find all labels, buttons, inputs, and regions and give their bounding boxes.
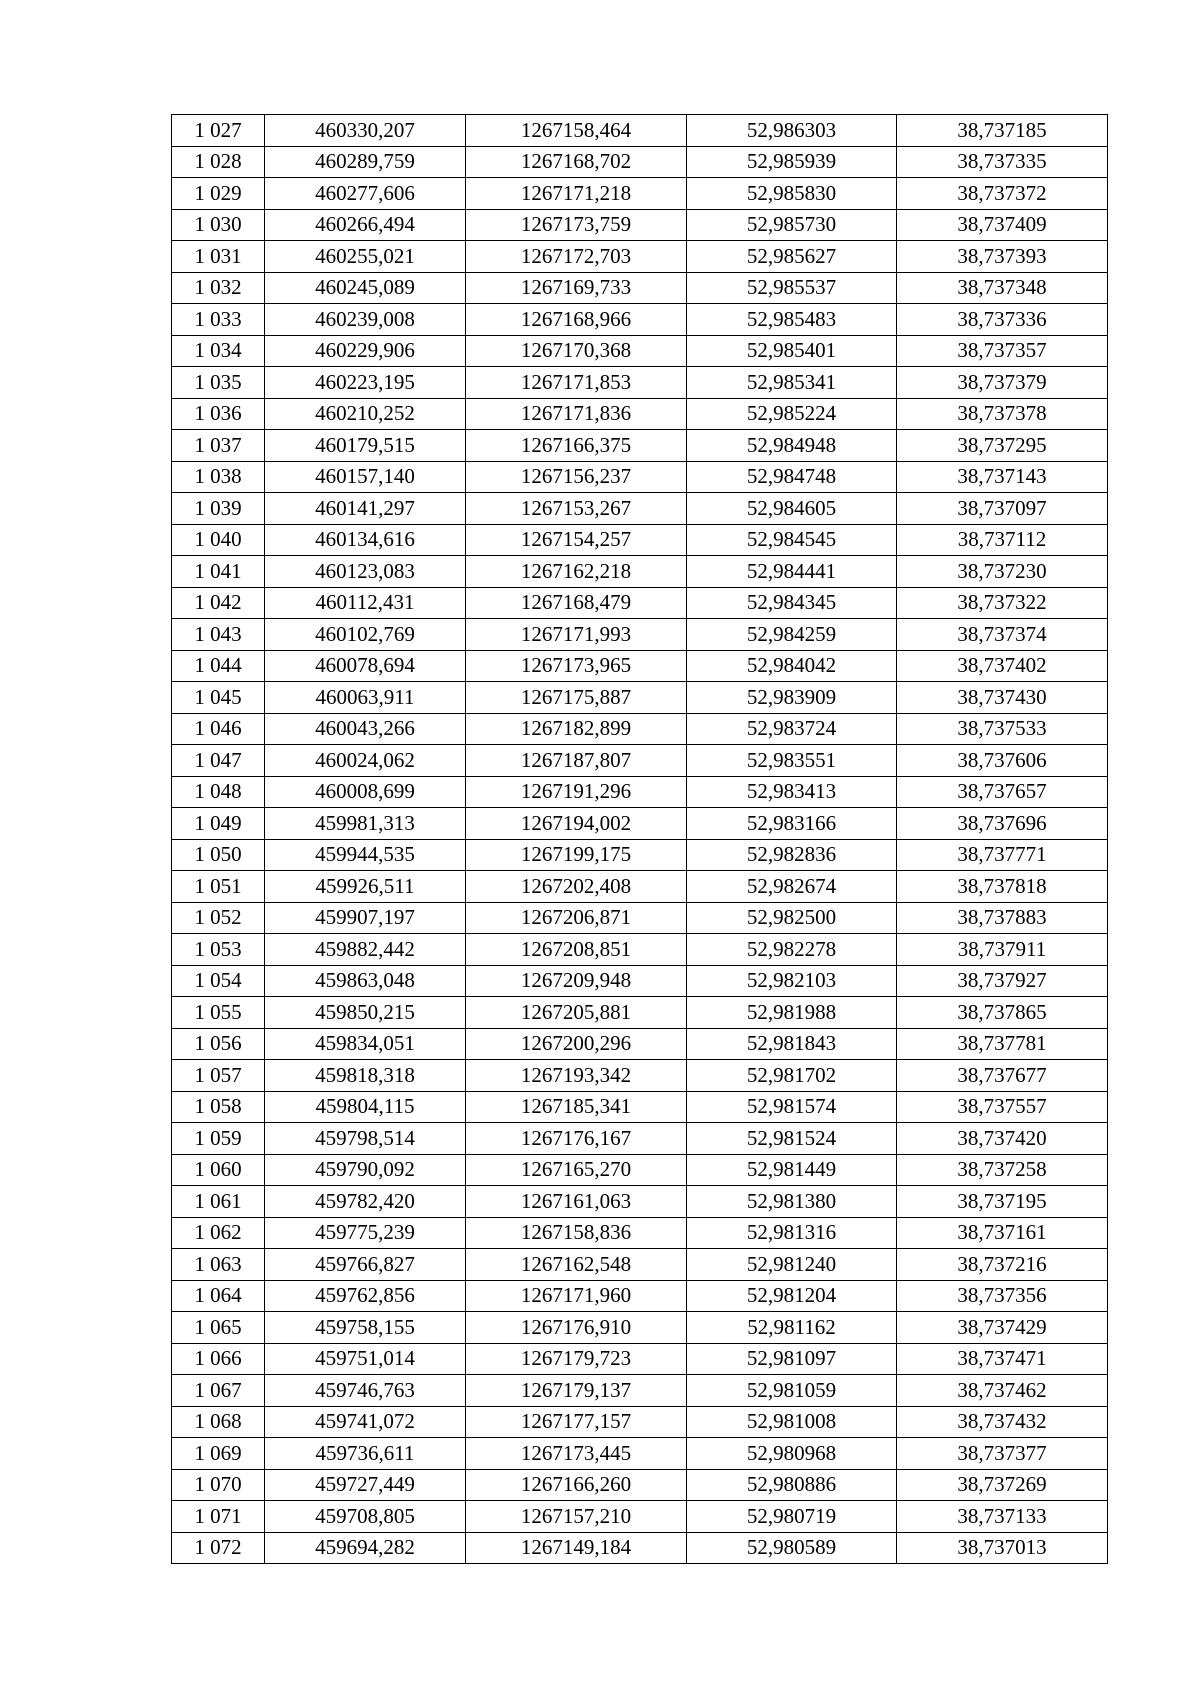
table-row	[172, 745, 1108, 777]
latitude-cell: 52,981162	[687, 1312, 897, 1344]
point-number-cell: 1 047	[172, 745, 265, 777]
latitude-cell: 52,984948	[687, 430, 897, 462]
longitude-cell: 38,737230	[897, 556, 1108, 588]
x-coordinate-cell: 460102,769	[265, 619, 466, 651]
y-coordinate-cell: 1267158,464	[466, 115, 687, 147]
point-number-cell: 1 059	[172, 1123, 265, 1155]
point-number-cell: 1 049	[172, 808, 265, 840]
latitude-cell: 52,984605	[687, 493, 897, 525]
x-coordinate-cell: 460266,494	[265, 209, 466, 241]
longitude-cell: 38,737269	[897, 1469, 1108, 1501]
latitude-cell: 52,985341	[687, 367, 897, 399]
latitude-cell: 52,981988	[687, 997, 897, 1029]
x-coordinate-cell: 459741,072	[265, 1406, 466, 1438]
table-row	[172, 713, 1108, 745]
x-coordinate-cell: 460330,207	[265, 115, 466, 147]
table-row	[172, 1091, 1108, 1123]
point-number-cell: 1 071	[172, 1501, 265, 1533]
point-number-cell: 1 042	[172, 587, 265, 619]
latitude-cell: 52,985730	[687, 209, 897, 241]
latitude-cell: 52,980886	[687, 1469, 897, 1501]
longitude-cell: 38,737335	[897, 146, 1108, 178]
point-number-cell: 1 053	[172, 934, 265, 966]
latitude-cell: 52,980589	[687, 1532, 897, 1564]
x-coordinate-cell: 460239,008	[265, 304, 466, 336]
point-number-cell: 1 041	[172, 556, 265, 588]
x-coordinate-cell: 459863,048	[265, 965, 466, 997]
longitude-cell: 38,737013	[897, 1532, 1108, 1564]
x-coordinate-cell: 460063,911	[265, 682, 466, 714]
longitude-cell: 38,737195	[897, 1186, 1108, 1218]
point-number-cell: 1 060	[172, 1154, 265, 1186]
latitude-cell: 52,985939	[687, 146, 897, 178]
y-coordinate-cell: 1267169,733	[466, 272, 687, 304]
x-coordinate-cell: 459790,092	[265, 1154, 466, 1186]
point-number-cell: 1 070	[172, 1469, 265, 1501]
longitude-cell: 38,737818	[897, 871, 1108, 903]
point-number-cell: 1 056	[172, 1028, 265, 1060]
y-coordinate-cell: 1267171,836	[466, 398, 687, 430]
y-coordinate-cell: 1267156,237	[466, 461, 687, 493]
x-coordinate-cell: 460289,759	[265, 146, 466, 178]
longitude-cell: 38,737374	[897, 619, 1108, 651]
point-number-cell: 1 067	[172, 1375, 265, 1407]
point-number-cell: 1 063	[172, 1249, 265, 1281]
table-row	[172, 367, 1108, 399]
latitude-cell: 52,980968	[687, 1438, 897, 1470]
longitude-cell: 38,737557	[897, 1091, 1108, 1123]
latitude-cell: 52,982836	[687, 839, 897, 871]
y-coordinate-cell: 1267168,479	[466, 587, 687, 619]
point-number-cell: 1 050	[172, 839, 265, 871]
longitude-cell: 38,737927	[897, 965, 1108, 997]
table-row	[172, 650, 1108, 682]
point-number-cell: 1 048	[172, 776, 265, 808]
latitude-cell: 52,984259	[687, 619, 897, 651]
latitude-cell: 52,981097	[687, 1343, 897, 1375]
longitude-cell: 38,737258	[897, 1154, 1108, 1186]
latitude-cell: 52,981574	[687, 1091, 897, 1123]
x-coordinate-cell: 459804,115	[265, 1091, 466, 1123]
x-coordinate-cell: 459926,511	[265, 871, 466, 903]
table-row	[172, 1469, 1108, 1501]
table-row	[172, 335, 1108, 367]
y-coordinate-cell: 1267199,175	[466, 839, 687, 871]
x-coordinate-cell: 459727,449	[265, 1469, 466, 1501]
latitude-cell: 52,982103	[687, 965, 897, 997]
point-number-cell: 1 057	[172, 1060, 265, 1092]
longitude-cell: 38,737143	[897, 461, 1108, 493]
latitude-cell: 52,986303	[687, 115, 897, 147]
latitude-cell: 52,981380	[687, 1186, 897, 1218]
latitude-cell: 52,985830	[687, 178, 897, 210]
x-coordinate-cell: 460024,062	[265, 745, 466, 777]
latitude-cell: 52,985224	[687, 398, 897, 430]
table-row	[172, 1217, 1108, 1249]
longitude-cell: 38,737161	[897, 1217, 1108, 1249]
point-number-cell: 1 066	[172, 1343, 265, 1375]
table-row	[172, 1406, 1108, 1438]
longitude-cell: 38,737372	[897, 178, 1108, 210]
y-coordinate-cell: 1267161,063	[466, 1186, 687, 1218]
table-row	[172, 556, 1108, 588]
x-coordinate-cell: 460210,252	[265, 398, 466, 430]
y-coordinate-cell: 1267168,966	[466, 304, 687, 336]
longitude-cell: 38,737097	[897, 493, 1108, 525]
x-coordinate-cell: 460277,606	[265, 178, 466, 210]
point-number-cell: 1 040	[172, 524, 265, 556]
longitude-cell: 38,737429	[897, 1312, 1108, 1344]
y-coordinate-cell: 1267206,871	[466, 902, 687, 934]
table-row	[172, 1154, 1108, 1186]
y-coordinate-cell: 1267166,260	[466, 1469, 687, 1501]
table-row	[172, 587, 1108, 619]
point-number-cell: 1 045	[172, 682, 265, 714]
latitude-cell: 52,985483	[687, 304, 897, 336]
latitude-cell: 52,982278	[687, 934, 897, 966]
x-coordinate-cell: 459981,313	[265, 808, 466, 840]
x-coordinate-cell: 459758,155	[265, 1312, 466, 1344]
latitude-cell: 52,985627	[687, 241, 897, 273]
table-row	[172, 902, 1108, 934]
y-coordinate-cell: 1267162,548	[466, 1249, 687, 1281]
y-coordinate-cell: 1267173,759	[466, 209, 687, 241]
table-row	[172, 1123, 1108, 1155]
y-coordinate-cell: 1267194,002	[466, 808, 687, 840]
longitude-cell: 38,737781	[897, 1028, 1108, 1060]
longitude-cell: 38,737883	[897, 902, 1108, 934]
table-row	[172, 808, 1108, 840]
longitude-cell: 38,737295	[897, 430, 1108, 462]
table-row	[172, 1028, 1108, 1060]
table-row	[172, 1438, 1108, 1470]
x-coordinate-cell: 460008,699	[265, 776, 466, 808]
longitude-cell: 38,737771	[897, 839, 1108, 871]
x-coordinate-cell: 460043,266	[265, 713, 466, 745]
y-coordinate-cell: 1267187,807	[466, 745, 687, 777]
table-row	[172, 682, 1108, 714]
y-coordinate-cell: 1267176,167	[466, 1123, 687, 1155]
table-row	[172, 146, 1108, 178]
x-coordinate-cell: 459751,014	[265, 1343, 466, 1375]
point-number-cell: 1 069	[172, 1438, 265, 1470]
latitude-cell: 52,981204	[687, 1280, 897, 1312]
longitude-cell: 38,737696	[897, 808, 1108, 840]
point-number-cell: 1 043	[172, 619, 265, 651]
latitude-cell: 52,981702	[687, 1060, 897, 1092]
x-coordinate-cell: 460223,195	[265, 367, 466, 399]
y-coordinate-cell: 1267154,257	[466, 524, 687, 556]
latitude-cell: 52,981524	[687, 1123, 897, 1155]
latitude-cell: 52,983909	[687, 682, 897, 714]
table-row	[172, 430, 1108, 462]
longitude-cell: 38,737357	[897, 335, 1108, 367]
longitude-cell: 38,737677	[897, 1060, 1108, 1092]
coordinates-table-body	[172, 115, 1108, 1564]
point-number-cell: 1 052	[172, 902, 265, 934]
point-number-cell: 1 037	[172, 430, 265, 462]
longitude-cell: 38,737430	[897, 682, 1108, 714]
point-number-cell: 1 035	[172, 367, 265, 399]
latitude-cell: 52,984441	[687, 556, 897, 588]
longitude-cell: 38,737185	[897, 115, 1108, 147]
x-coordinate-cell: 460078,694	[265, 650, 466, 682]
x-coordinate-cell: 459782,420	[265, 1186, 466, 1218]
point-number-cell: 1 068	[172, 1406, 265, 1438]
table-row	[172, 1280, 1108, 1312]
latitude-cell: 52,983413	[687, 776, 897, 808]
coordinates-table	[171, 114, 1108, 1564]
longitude-cell: 38,737379	[897, 367, 1108, 399]
longitude-cell: 38,737657	[897, 776, 1108, 808]
x-coordinate-cell: 459944,535	[265, 839, 466, 871]
table-row	[172, 1532, 1108, 1564]
x-coordinate-cell: 460141,297	[265, 493, 466, 525]
y-coordinate-cell: 1267162,218	[466, 556, 687, 588]
point-number-cell: 1 054	[172, 965, 265, 997]
point-number-cell: 1 038	[172, 461, 265, 493]
point-number-cell: 1 058	[172, 1091, 265, 1123]
point-number-cell: 1 055	[172, 997, 265, 1029]
table-row	[172, 304, 1108, 336]
longitude-cell: 38,737336	[897, 304, 1108, 336]
x-coordinate-cell: 460179,515	[265, 430, 466, 462]
x-coordinate-cell: 459834,051	[265, 1028, 466, 1060]
longitude-cell: 38,737393	[897, 241, 1108, 273]
y-coordinate-cell: 1267202,408	[466, 871, 687, 903]
latitude-cell: 52,981008	[687, 1406, 897, 1438]
table-row	[172, 1343, 1108, 1375]
y-coordinate-cell: 1267171,218	[466, 178, 687, 210]
y-coordinate-cell: 1267166,375	[466, 430, 687, 462]
longitude-cell: 38,737911	[897, 934, 1108, 966]
latitude-cell: 52,981316	[687, 1217, 897, 1249]
x-coordinate-cell: 460123,083	[265, 556, 466, 588]
y-coordinate-cell: 1267208,851	[466, 934, 687, 966]
longitude-cell: 38,737378	[897, 398, 1108, 430]
y-coordinate-cell: 1267157,210	[466, 1501, 687, 1533]
y-coordinate-cell: 1267173,965	[466, 650, 687, 682]
y-coordinate-cell: 1267171,960	[466, 1280, 687, 1312]
x-coordinate-cell: 459694,282	[265, 1532, 466, 1564]
latitude-cell: 52,981449	[687, 1154, 897, 1186]
table-row	[172, 776, 1108, 808]
point-number-cell: 1 029	[172, 178, 265, 210]
x-coordinate-cell: 460157,140	[265, 461, 466, 493]
x-coordinate-cell: 459850,215	[265, 997, 466, 1029]
point-number-cell: 1 044	[172, 650, 265, 682]
y-coordinate-cell: 1267182,899	[466, 713, 687, 745]
table-row	[172, 524, 1108, 556]
y-coordinate-cell: 1267185,341	[466, 1091, 687, 1123]
point-number-cell: 1 051	[172, 871, 265, 903]
latitude-cell: 52,981843	[687, 1028, 897, 1060]
table-row	[172, 871, 1108, 903]
y-coordinate-cell: 1267177,157	[466, 1406, 687, 1438]
x-coordinate-cell: 459708,805	[265, 1501, 466, 1533]
table-row	[172, 178, 1108, 210]
longitude-cell: 38,737216	[897, 1249, 1108, 1281]
y-coordinate-cell: 1267171,853	[466, 367, 687, 399]
longitude-cell: 38,737420	[897, 1123, 1108, 1155]
latitude-cell: 52,980719	[687, 1501, 897, 1533]
y-coordinate-cell: 1267205,881	[466, 997, 687, 1029]
longitude-cell: 38,737348	[897, 272, 1108, 304]
longitude-cell: 38,737462	[897, 1375, 1108, 1407]
longitude-cell: 38,737112	[897, 524, 1108, 556]
point-number-cell: 1 039	[172, 493, 265, 525]
x-coordinate-cell: 460229,906	[265, 335, 466, 367]
table-row	[172, 997, 1108, 1029]
x-coordinate-cell: 459775,239	[265, 1217, 466, 1249]
x-coordinate-cell: 459818,318	[265, 1060, 466, 1092]
table-row	[172, 1186, 1108, 1218]
x-coordinate-cell: 459746,763	[265, 1375, 466, 1407]
point-number-cell: 1 062	[172, 1217, 265, 1249]
point-number-cell: 1 032	[172, 272, 265, 304]
latitude-cell: 52,984748	[687, 461, 897, 493]
table-row	[172, 1249, 1108, 1281]
latitude-cell: 52,984345	[687, 587, 897, 619]
longitude-cell: 38,737377	[897, 1438, 1108, 1470]
y-coordinate-cell: 1267176,910	[466, 1312, 687, 1344]
x-coordinate-cell: 460112,431	[265, 587, 466, 619]
y-coordinate-cell: 1267175,887	[466, 682, 687, 714]
table-row	[172, 241, 1108, 273]
x-coordinate-cell: 459736,611	[265, 1438, 466, 1470]
x-coordinate-cell: 460245,089	[265, 272, 466, 304]
point-number-cell: 1 031	[172, 241, 265, 273]
x-coordinate-cell: 460134,616	[265, 524, 466, 556]
point-number-cell: 1 036	[172, 398, 265, 430]
x-coordinate-cell: 459766,827	[265, 1249, 466, 1281]
longitude-cell: 38,737409	[897, 209, 1108, 241]
y-coordinate-cell: 1267173,445	[466, 1438, 687, 1470]
longitude-cell: 38,737432	[897, 1406, 1108, 1438]
longitude-cell: 38,737356	[897, 1280, 1108, 1312]
y-coordinate-cell: 1267191,296	[466, 776, 687, 808]
point-number-cell: 1 030	[172, 209, 265, 241]
longitude-cell: 38,737471	[897, 1343, 1108, 1375]
y-coordinate-cell: 1267168,702	[466, 146, 687, 178]
x-coordinate-cell: 460255,021	[265, 241, 466, 273]
table-row	[172, 115, 1108, 147]
point-number-cell: 1 033	[172, 304, 265, 336]
table-row	[172, 619, 1108, 651]
y-coordinate-cell: 1267179,723	[466, 1343, 687, 1375]
y-coordinate-cell: 1267153,267	[466, 493, 687, 525]
y-coordinate-cell: 1267179,137	[466, 1375, 687, 1407]
latitude-cell: 52,985401	[687, 335, 897, 367]
table-row	[172, 493, 1108, 525]
table-row	[172, 209, 1108, 241]
x-coordinate-cell: 459762,856	[265, 1280, 466, 1312]
latitude-cell: 52,982674	[687, 871, 897, 903]
table-row	[172, 461, 1108, 493]
y-coordinate-cell: 1267171,993	[466, 619, 687, 651]
point-number-cell: 1 034	[172, 335, 265, 367]
table-row	[172, 1501, 1108, 1533]
latitude-cell: 52,983724	[687, 713, 897, 745]
y-coordinate-cell: 1267172,703	[466, 241, 687, 273]
x-coordinate-cell: 459882,442	[265, 934, 466, 966]
longitude-cell: 38,737606	[897, 745, 1108, 777]
longitude-cell: 38,737402	[897, 650, 1108, 682]
x-coordinate-cell: 459798,514	[265, 1123, 466, 1155]
latitude-cell: 52,984042	[687, 650, 897, 682]
latitude-cell: 52,982500	[687, 902, 897, 934]
point-number-cell: 1 046	[172, 713, 265, 745]
x-coordinate-cell: 459907,197	[265, 902, 466, 934]
table-row	[172, 1312, 1108, 1344]
latitude-cell: 52,983551	[687, 745, 897, 777]
y-coordinate-cell: 1267209,948	[466, 965, 687, 997]
table-row	[172, 1060, 1108, 1092]
y-coordinate-cell: 1267170,368	[466, 335, 687, 367]
longitude-cell: 38,737322	[897, 587, 1108, 619]
table-row	[172, 1375, 1108, 1407]
table-row	[172, 398, 1108, 430]
point-number-cell: 1 061	[172, 1186, 265, 1218]
table-row	[172, 839, 1108, 871]
longitude-cell: 38,737133	[897, 1501, 1108, 1533]
table-row	[172, 965, 1108, 997]
latitude-cell: 52,981240	[687, 1249, 897, 1281]
latitude-cell: 52,981059	[687, 1375, 897, 1407]
latitude-cell: 52,983166	[687, 808, 897, 840]
point-number-cell: 1 027	[172, 115, 265, 147]
point-number-cell: 1 065	[172, 1312, 265, 1344]
y-coordinate-cell: 1267193,342	[466, 1060, 687, 1092]
longitude-cell: 38,737865	[897, 997, 1108, 1029]
y-coordinate-cell: 1267149,184	[466, 1532, 687, 1564]
longitude-cell: 38,737533	[897, 713, 1108, 745]
y-coordinate-cell: 1267158,836	[466, 1217, 687, 1249]
point-number-cell: 1 072	[172, 1532, 265, 1564]
y-coordinate-cell: 1267200,296	[466, 1028, 687, 1060]
latitude-cell: 52,984545	[687, 524, 897, 556]
point-number-cell: 1 028	[172, 146, 265, 178]
point-number-cell: 1 064	[172, 1280, 265, 1312]
y-coordinate-cell: 1267165,270	[466, 1154, 687, 1186]
latitude-cell: 52,985537	[687, 272, 897, 304]
table-row	[172, 934, 1108, 966]
table-row	[172, 272, 1108, 304]
